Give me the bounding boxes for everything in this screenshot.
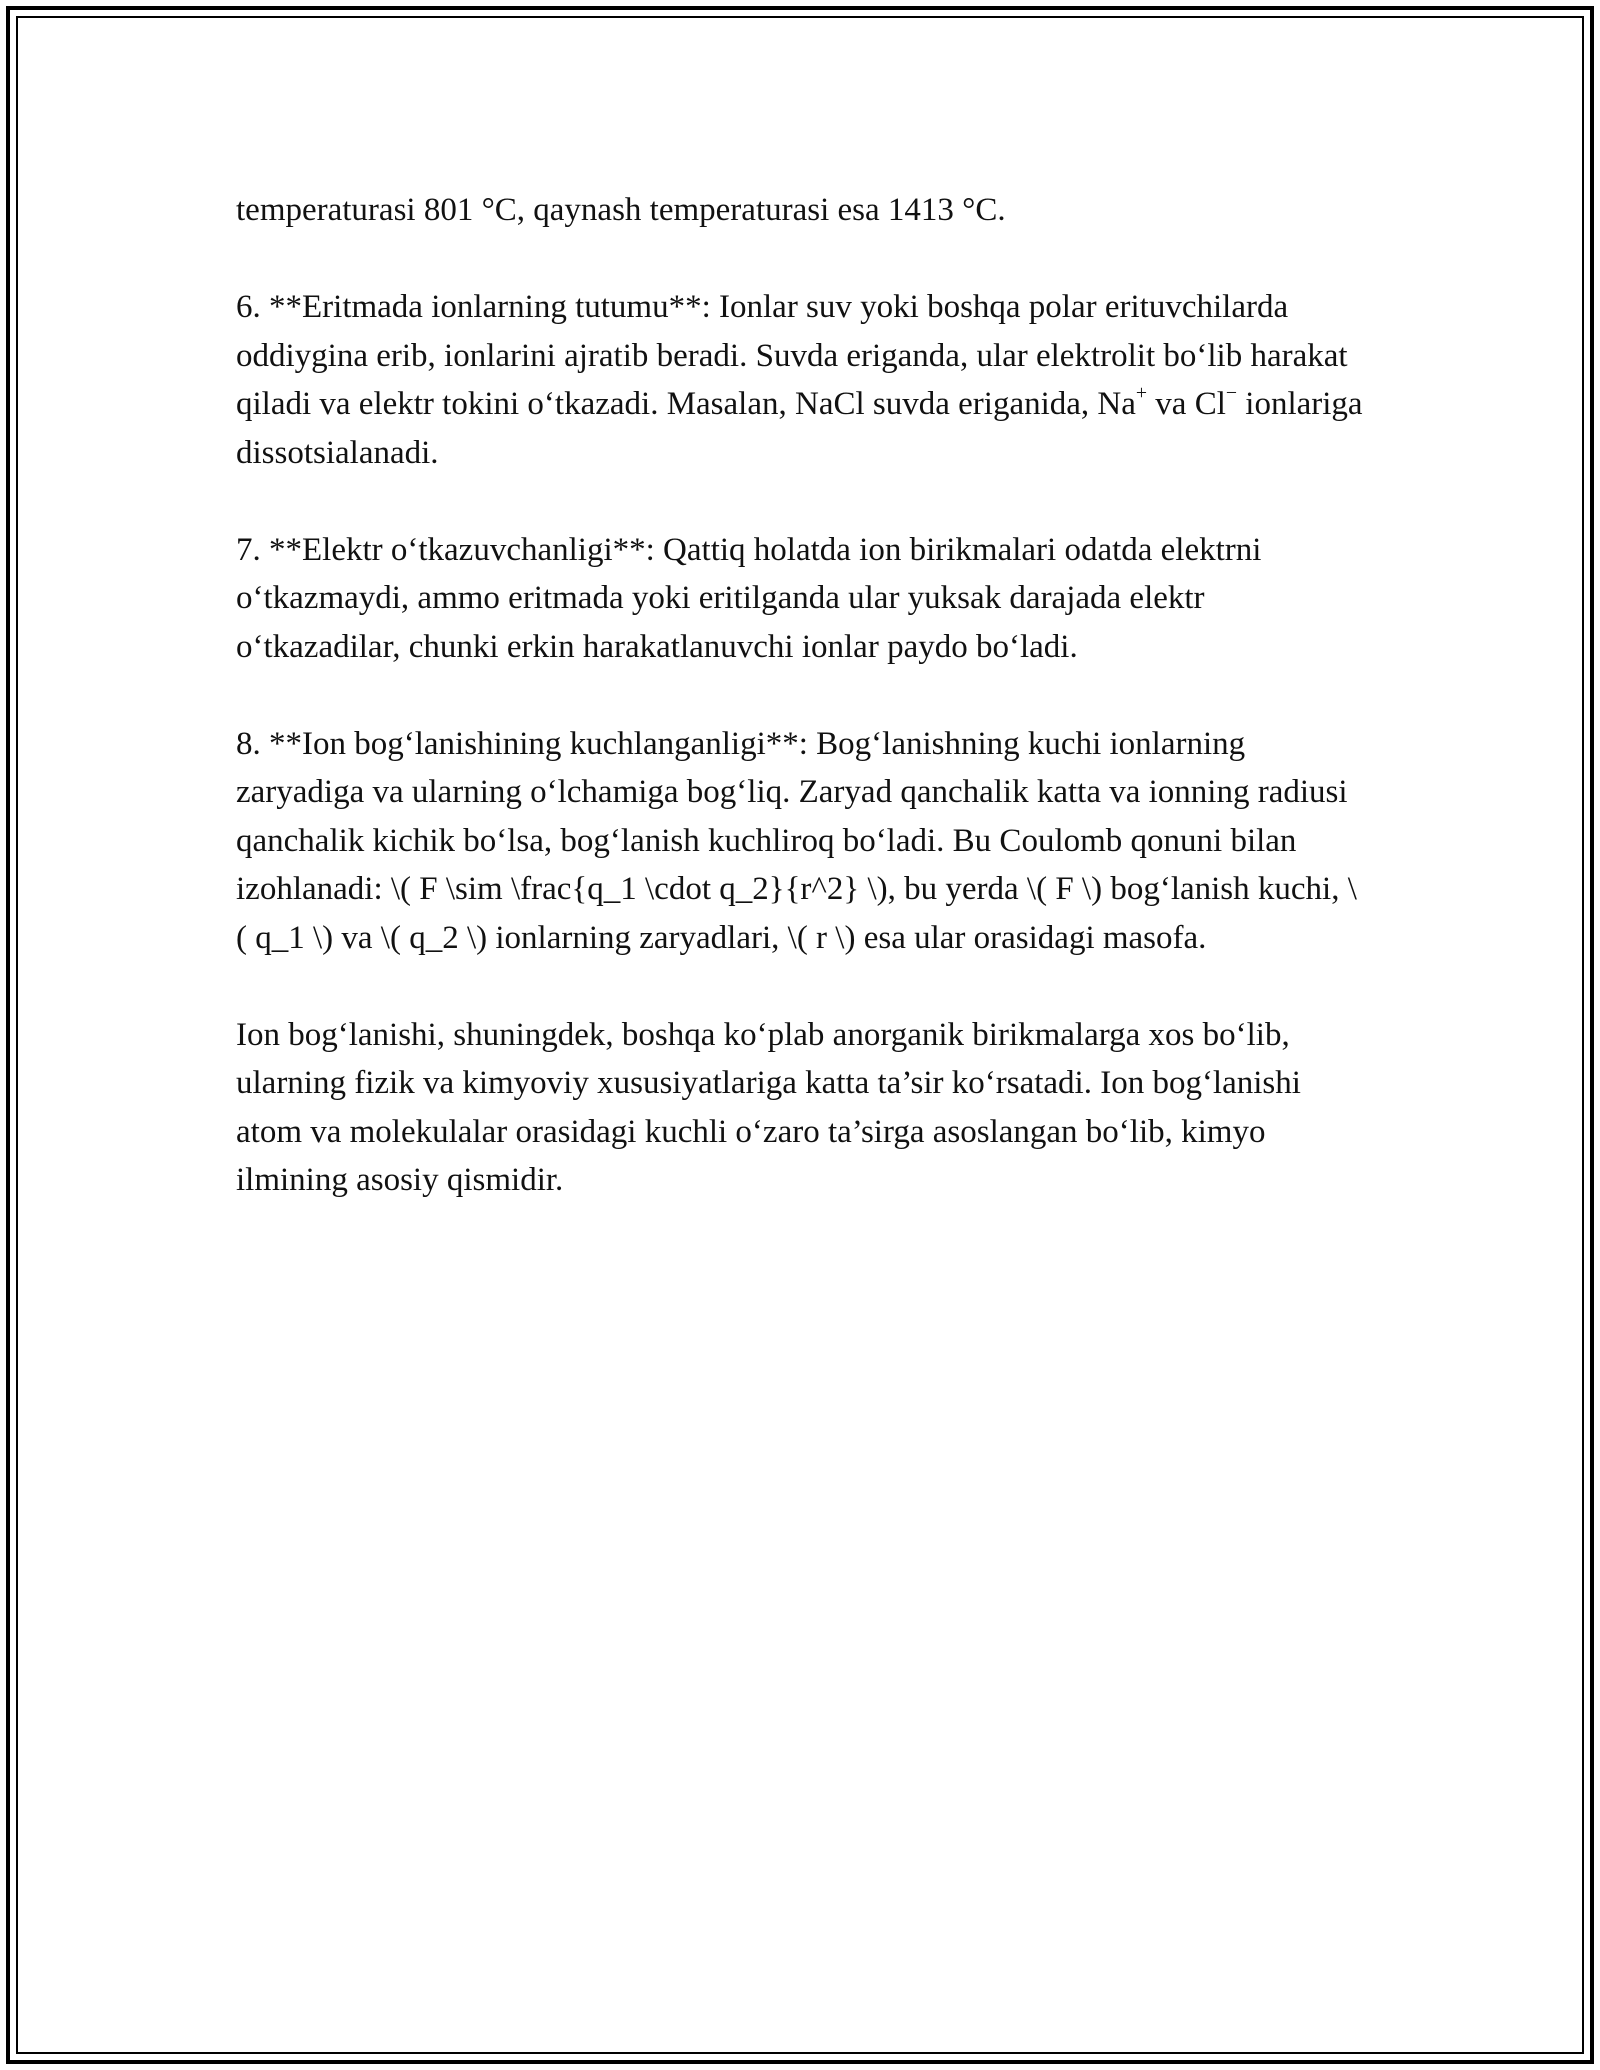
document-body [236,186,1366,1253]
paragraph-item-6-text: 6. **Eritmada ionlarning tutumu**: Ionlar suv yoki boshqa polar erituvchilarda oddiygina erib, ionlarini ajratib beradi. Suvda eriganda, ular elektrolit bo‘lib harakat qiladi va elektr tokini o‘tkazadi. Masalan, NaCl suvda eriganida, [236,289,1348,422]
sodium-charge: + [1135,382,1148,405]
paragraph-item-7: 7. **Elektr o‘tkazuvchanligi**: Qattiq holatda ion birikmalari odatda elektrni o‘tkazmaydi, ammo eritmada yoki eritilganda ular yuksak darajada elektr o‘tkazadilar, chunki erkin harakatlanuvchi ionlar paydo bo‘ladi. [236,531,1262,665]
paragraph-item-8: 8. **Ion bog‘lanishining kuchlanganligi**: Bog‘lanishning kuchi ionlarning zaryadiga va ularning o‘lchamiga bog‘liq. Zaryad qanchalik katta va ionning radiusi qanchalik kichik bo‘lsa, bog‘lanish kuchliroq bo‘ladi. Bu Coulomb qonuni bilan izohlanadi: \( F \sim \frac{q_1 \cdot q_2}{r^2} \), bu yerda \( F \) bog‘lanish kuchi, \( q_1 \) va \( q_2 \) ionlarning zaryadlari, \( r \) esa ular orasidagi masofa. [236,725,1357,956]
sodium-symbol: Na [1097,386,1136,422]
paragraph-continuation: temperaturasi 801 °C, qaynash temperaturasi esa 1413 °C. [236,192,1006,228]
paragraph-item-6 [236,283,1366,477]
paragraph-item-6-tail: ionlariga dissotsialanadi. [236,386,1363,471]
chloride-charge: − [1225,382,1238,405]
chloride-symbol: va Cl [1147,386,1226,422]
paragraph-conclusion: Ion bog‘lanishi, shuningdek, boshqa ko‘plab anorganik birikmalarga xos bo‘lib, ularning fizik va kimyoviy xususiyatlariga katta ta’sir ko‘rsatadi. Ion bog‘lanishi atom va molekulalar orasidagi kuchli o‘zaro ta’sirga asoslangan bo‘lib, kimyo ilmining asosiy qismidir. [236,1016,1301,1198]
